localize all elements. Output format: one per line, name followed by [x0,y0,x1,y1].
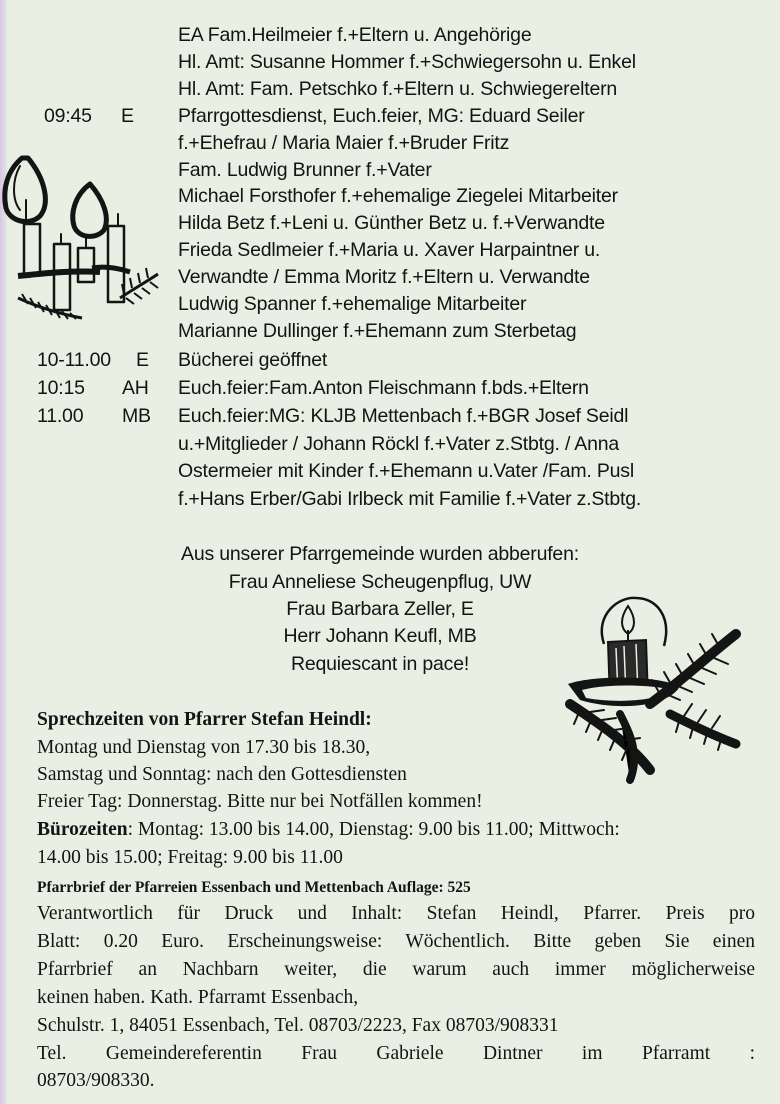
buero-hours-line: Bürozeiten: Montag: 13.00 bis 14.00, Dienstag: 9.00 bis 11.00; Mittwoch: [37,819,620,840]
parish-bulletin-page: EA Fam.Heilmeier f.+Eltern u. Angehörige Hl. Amt: Susanne Hommer f.+Schwiegersohn u. Enkel Hl. Amt: Fam. Petschko f.+Eltern u. Schwiegereltern 09:45 E Pfarrgottesdienst, Euch.feier, MG: Eduard Seiler f.+Ehefrau / Maria Maier f.+Bruder Fritz Fam. Ludwig Brunner f.+Vater Michael Forsthofer f.+ehemalige Ziegelei Mitarbeiter Hilda Betz f.+Leni u. Günther Betz u. f.+Verwandte Frieda Sedlmeier f.+Maria u. Xaver Harpaintner u. Verwandte / Emma Moritz f.+Eltern u. Verwandte Ludwig Spanner f.+ehemalige Mitarbeiter Marianne Dullinger f.+Ehemann zum Sterbetag 10-11.00 E Bücherei geöffnet 10:15 AH Euch.feier:Fam.Anton Fleischmann f.bds.+Eltern 11.00 MB Euch.feier:MG: KLJB Mettenbach f.+BGR Josef Seidl u.+Mitglieder / Johann Röckl f.+Vater z.Stbtg. / Anna Ostermeier mit Kinder f.+Ehemann u.Vater /Fam. Pusl f.+Hans Erber/Gabi Irlbeck mit Familie f.+Vater z.Stbtg. Aus unserer Pfarrgemeinde wurden abberufen: Frau Anneliese Scheugenpflug, UW Frau Barbara Zeller, E Herr Johann Keufl, MB Requiescant in pace! Sprechzeiten von Pfarrer Stefan Heindl: Montag und Dienstag von 17.30 bis 18.30, Samstag und Sonntag: nach den Gottesdiensten Freier Tag: Donnerstag. Bitte nur bei Notfällen kommen! Bürozeiten: Montag: 13.00 bis 14.00, Dienstag: 9.00 bis 11.00; Mittwoch: 14.00 bis 15.00; Freitag: 9.00 bis 11.00 Pfarrbrief der Pfarreien Essenbach und Mettenbach Auflage: 525 Verantwortlich für Druck und Inhalt: Stefan Heindl, Pfarrer. Preis pro Blatt: 0.20 Euro. Erscheinungsweise: Wöchentlich. Bitte geben Sie einen Pfarrbrief an Nachbarn weiter, die warum auch immer möglicherweise keinen haben. Kath. Pfarramt Essenbach, Schulstr. 1, 84051 Essenbach, Tel. 08703/2223, Fax 08703/908331 Tel. Gemeindereferentin Frau Gabriele Dintner im Pfarramt : 08703/908330. [0,0,780,1104]
requiescant-line: Requiescant in pace! [290,653,470,675]
deaths-heading: Aus unserer Pfarrgemeinde wurden abberufen: [181,543,579,565]
buero-hours-line: 14.00 bis 15.00; Freitag: 9.00 bis 11.00 [37,847,343,868]
entry-place: AH [122,377,149,399]
imprint-line: Blatt: 0.20 Euro. Erscheinungsweise: Wöchentlich. Bitte geben Sie einen [37,931,755,952]
entry-time: 10-11.00 [37,349,111,371]
address-line: Schulstr. 1, 84051 Essenbach, Tel. 08703/2223, Fax 08703/908331 [37,1015,559,1036]
entry-place: MB [122,405,151,427]
entry-place: E [121,105,134,127]
imprint-line: keinen haben. Kath. Pfarramt Essenbach, [37,987,359,1008]
deceased-name: Herr Johann Keufl, MB [283,625,477,647]
deceased-name: Frau Barbara Zeller, E [286,598,474,620]
imprint-line: Pfarrbrief an Nachbarn weiter, die warum auch immer möglicherweise [37,959,755,980]
entry-time: 10:15 [37,377,85,399]
buero-label: Bürozeiten [37,819,128,840]
deceased-name: Frau Anneliese Scheugenpflug, UW [228,571,532,593]
office-hours-line: Montag und Dienstag von 17.30 bis 18.30, [37,737,371,758]
referentin-line: Tel. Gemeindereferentin Frau Gabriele Dintner im Pfarramt : [37,1043,755,1064]
referentin-phone: 08703/908330. [37,1070,155,1091]
imprint-heading: Pfarrbrief der Pfarreien Essenbach und Mettenbach Auflage: 525 [37,879,471,896]
entry-place: E [136,349,149,371]
office-hours-line: Samstag und Sonntag: nach den Gottesdiensten [37,764,407,785]
advent-candles-icon [0,148,165,328]
entry-time: 09:45 [44,105,92,127]
entry-time: 11.00 [37,405,84,427]
candle-with-fir-branch-icon [560,594,760,784]
office-hours-line: Freier Tag: Donnerstag. Bitte nur bei Notfällen kommen! [37,791,483,812]
office-hours-heading: Sprechzeiten von Pfarrer Stefan Heindl: [37,709,372,730]
imprint-line: Verantwortlich für Druck und Inhalt: Stefan Heindl, Pfarrer. Preis pro [37,903,755,924]
